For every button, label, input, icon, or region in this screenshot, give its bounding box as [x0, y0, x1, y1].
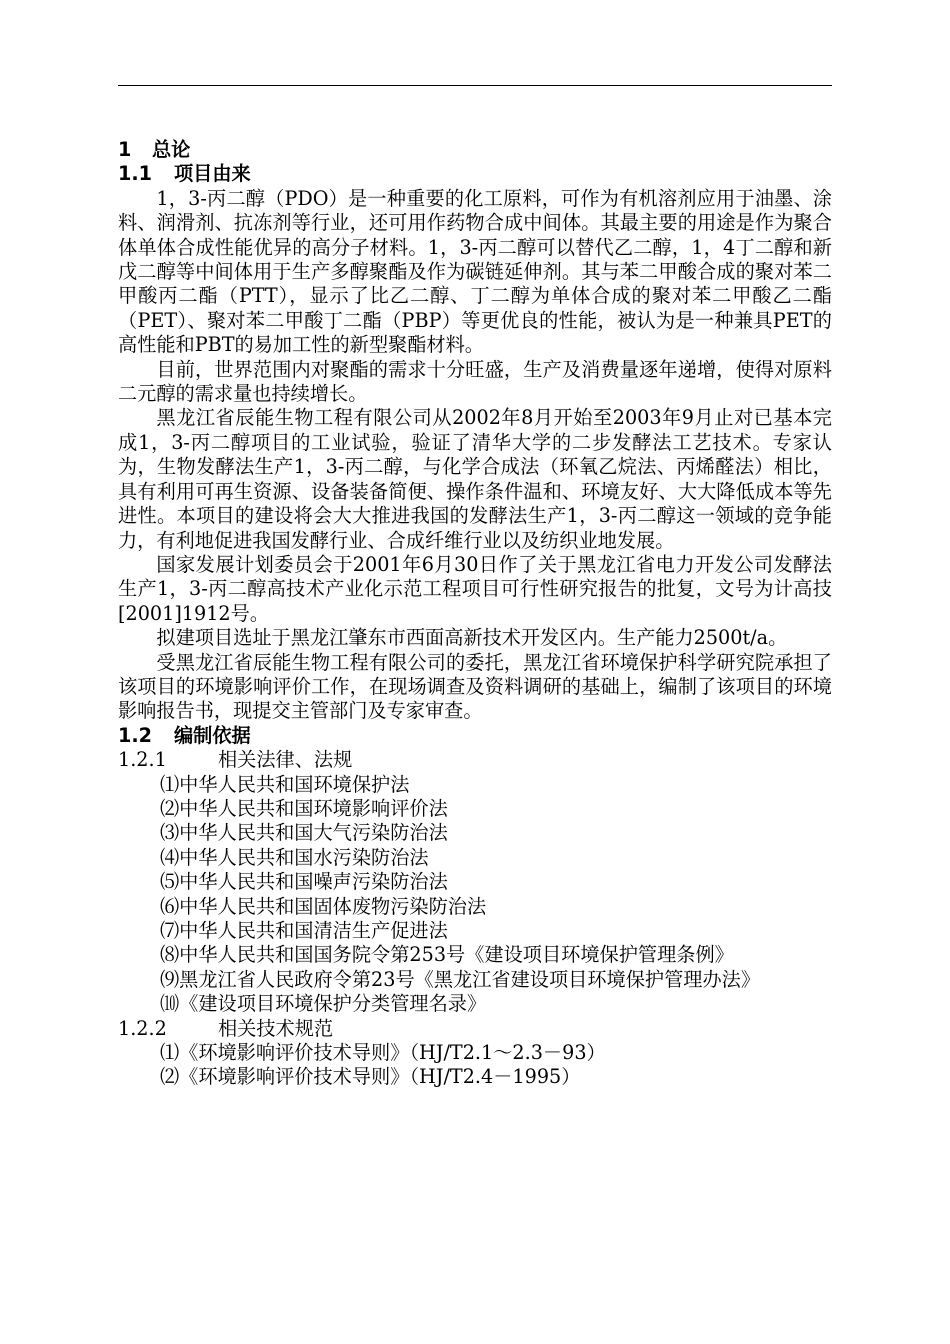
document-body — [118, 138, 832, 1090]
paragraph: 国家发展计划委员会于2001年6月30日作了关于黑龙江省电力开发公司发酵法生产1，3-丙二醇高技术产业化示范工程项目可行性研究报告的批复，文号为计高技[2001]1912号。 — [118, 552, 832, 625]
law-list-item: ⑵中华人民共和国环境影响评价法 — [160, 796, 448, 820]
law-list-item: ⑶中华人民共和国大气污染防治法 — [160, 821, 448, 845]
law-list-item: ⑼黑龙江省人民政府令第23号《黑龙江省建设项目环境保护管理办法》 — [160, 967, 761, 991]
standard-list-item: ⑵《环境影响评价技术导则》（HJ/T2.4－1995） — [160, 1065, 581, 1089]
standard-list-item: ⑴《环境影响评价技术导则》（HJ/T2.1～2.3－93） — [160, 1041, 606, 1065]
paragraph: 拟建项目选址于黑龙江肇东市西面高新技术开发区内。生产能力2500t/a。 — [156, 626, 788, 650]
section-heading-1-1: 1.1 项目由来 — [118, 162, 251, 186]
paragraph: 目前，世界范围内对聚酯的需求十分旺盛，生产及消费量逐年递增，使得对原料二元醇的需求量也持续增长。 — [118, 357, 832, 406]
law-list-item: ⑽《建设项目环境保护分类管理名录》 — [160, 992, 487, 1016]
law-list-item: ⑹中华人民共和国固体废物污染防治法 — [160, 894, 487, 918]
section-heading-1-2: 1.2 编制依据 — [118, 723, 251, 747]
paragraph: 1，3-丙二醇（PDO）是一种重要的化工原料，可作为有机溶剂应用于油墨、涂料、润滑剂、抗冻剂等行业，还可用作药物合成中间体。其最主要的用途是作为聚合体单体合成性能优异的高分子材料。1，3-丙二醇可以替代乙二醇，1，4丁二醇和新戊二醇等中间体用于生产多醇聚酯及作为碳链延伸剂。其与苯二甲酸合成的聚对苯二甲酸丙二酯（PTT），显示了比乙二醇、丁二醇为单体合成的聚对苯二甲酸乙二酯（PET）、聚对苯二甲酸丁二酯（PBP）等更优良的性能，被认为是一种兼具PET的高性能和PBT的易加工性的新型聚酯材料。 — [118, 186, 832, 357]
paragraph: 黑龙江省辰能生物工程有限公司从2002年8月开始至2003年9月止对已基本完成1，3-丙二醇项目的工业试验，验证了清华大学的二步发酵法工艺技术。专家认为，生物发酵法生产1，3-丙二醇，与化学合成法（环氧乙烷法、丙烯醛法）相比，具有利用可再生资源、设备装备简便、操作条件温和、环境友好、大大降低成本等先进性。本项目的建设将会大大推进我国的发酵法生产1，3-丙二醇这一领域的竞争能力，有利地促进我国发酵行业、合成纤维行业以及纺织业地发展。 — [118, 406, 832, 552]
law-list-item: ⑸中华人民共和国噪声污染防治法 — [160, 870, 448, 894]
section-heading-1: 1 总论 — [118, 138, 191, 161]
law-list-item: ⑴中华人民共和国环境保护法 — [160, 772, 410, 796]
section-heading-1-2-2: 1.2.2 相关技术规范 — [118, 1016, 334, 1040]
paragraph: 受黑龙江省辰能生物工程有限公司的委托，黑龙江省环境保护科学研究院承担了该项目的环境影响评价工作，在现场调查及资料调研的基础上，编制了该项目的环境影响报告书，现提交主管部门及专家审查。 — [118, 650, 832, 723]
law-list-item: ⑻中华人民共和国国务院令第253号《建设项目环境保护管理条例》 — [160, 943, 734, 967]
section-heading-1-2-1: 1.2.1 相关法律、法规 — [118, 748, 353, 772]
law-list-item: ⑺中华人民共和国清洁生产促进法 — [160, 919, 448, 942]
header-rule — [118, 85, 832, 86]
law-list-item: ⑷中华人民共和国水污染防治法 — [160, 845, 429, 869]
